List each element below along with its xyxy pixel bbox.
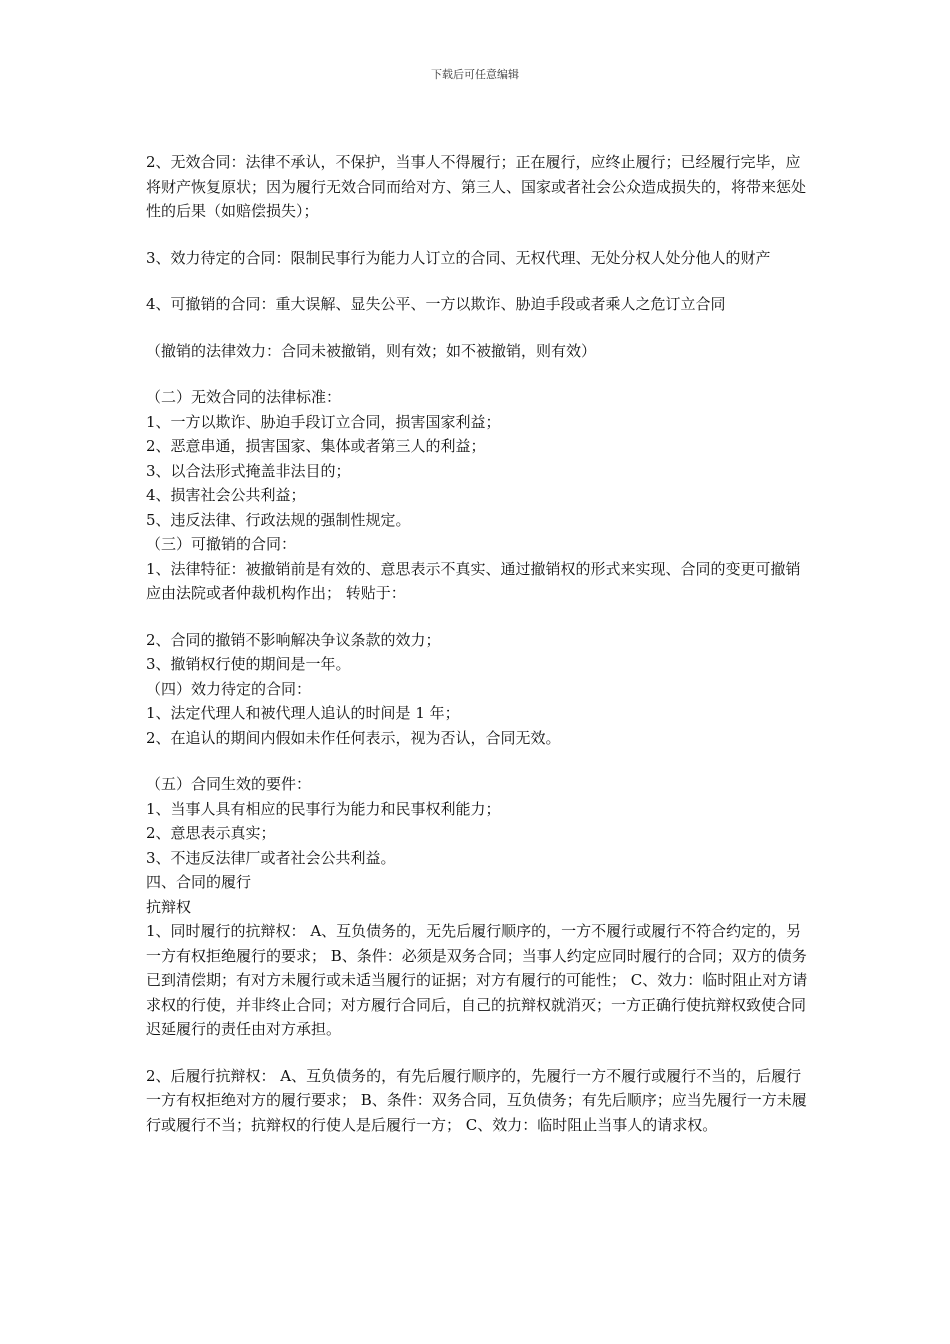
list-item: 1、法定代理人和被代理人追认的时间是 1 年； xyxy=(146,704,460,722)
document-body xyxy=(146,150,810,1137)
paragraph-subsequent-defense: 2、后履行抗辩权： A、互负债务的，有先后履行顺序的，先履行一方不履行或履行不当的，后履行一方有权拒绝对方的履行要求； B、条件：双务合同，互负债务；有先后顺序；应当先履行一方未履行或履行不当；抗辩权的行使人是后履行一方； C、效力：临时阻止当事人的请求权。 xyxy=(146,1066,807,1134)
paragraph-invalid-contract: 2、无效合同：法律不承认，不保护，当事人不得履行；正在履行，应终止履行；已经履行完毕，应将财产恢复原状；因为履行无效合同而给对方、第三人、国家或者社会公众造成损失的，将带来惩处性的后果（如赔偿损失）； xyxy=(146,153,807,220)
list-item: 2、合同的撤销不影响解决争议条款的效力； xyxy=(146,630,441,649)
subheading-defense-right: 抗辩权 xyxy=(146,897,192,916)
list-item: 2、意思表示真实； xyxy=(146,824,276,842)
list-item: 3、不违反法律厂或者社会公共利益。 xyxy=(146,848,396,867)
section-heading-4: （四）效力待定的合同： xyxy=(146,679,312,698)
paragraph-revocation-effect: （撤销的法律效力：合同未被撤销，则有效；如不被撤销，则有效） xyxy=(146,341,597,360)
list-item: 2、在追认的期间内假如未作任何表示，视为否认，合同无效。 xyxy=(146,728,561,747)
list-item: 1、一方以欺诈、胁迫手段订立合同，损害国家利益； xyxy=(146,412,501,431)
page-header: 下载后可任意编辑 xyxy=(431,68,519,81)
list-item: 5、违反法律、行政法规的强制性规定。 xyxy=(146,510,411,529)
paragraph-simultaneous-defense: 1、同时履行的抗辩权： A、互负债务的，无先后履行顺序的，一方不履行或履行不符合约定的，另一方有权拒绝履行的要求； B、条件：必须是双务合同；当事人约定应同时履行的合同；双方的债务已到清偿期；有对方未履行或未适当履行的证据；对方有履行的可能性； C、效力：临时阻止对方请求权的行使，并非终止合同；对方履行合同后，自己的抗辩权就消灭；一方正确行使抗辩权致使合同迟延履行的责任由对方承担。 xyxy=(146,922,808,1038)
section-heading-3: （三）可撤销的合同： xyxy=(146,535,297,553)
list-item: 3、撤销权行使的期间是一年。 xyxy=(146,655,351,673)
paragraph-legal-features: 1、法律特征：被撤销前是有效的、意思表示不真实、通过撤销权的形式来实现、合同的变更可撤销应由法院或者仲裁机构作出； 转贴于： xyxy=(146,559,801,602)
list-item: 3、以合法形式掩盖非法目的； xyxy=(146,461,351,480)
paragraph-revocable-contract: 4、可撤销的合同：重大误解、显失公平、一方以欺诈、胁迫手段或者乘人之危订立合同 xyxy=(146,295,726,313)
list-item: 4、损害社会公共利益； xyxy=(146,486,306,504)
section-heading-2: （二）无效合同的法律标准： xyxy=(146,388,342,406)
section-heading-performance: 四、合同的履行 xyxy=(146,873,252,891)
list-item: 2、恶意串通，损害国家、集体或者第三人的利益； xyxy=(146,437,486,455)
list-item: 1、当事人具有相应的民事行为能力和民事权利能力； xyxy=(146,799,501,818)
paragraph-pending-contract: 3、效力待定的合同：限制民事行为能力人订立的合同、无权代理、无处分权人处分他人的财产 xyxy=(146,248,771,267)
section-heading-5: （五）合同生效的要件： xyxy=(146,775,312,793)
